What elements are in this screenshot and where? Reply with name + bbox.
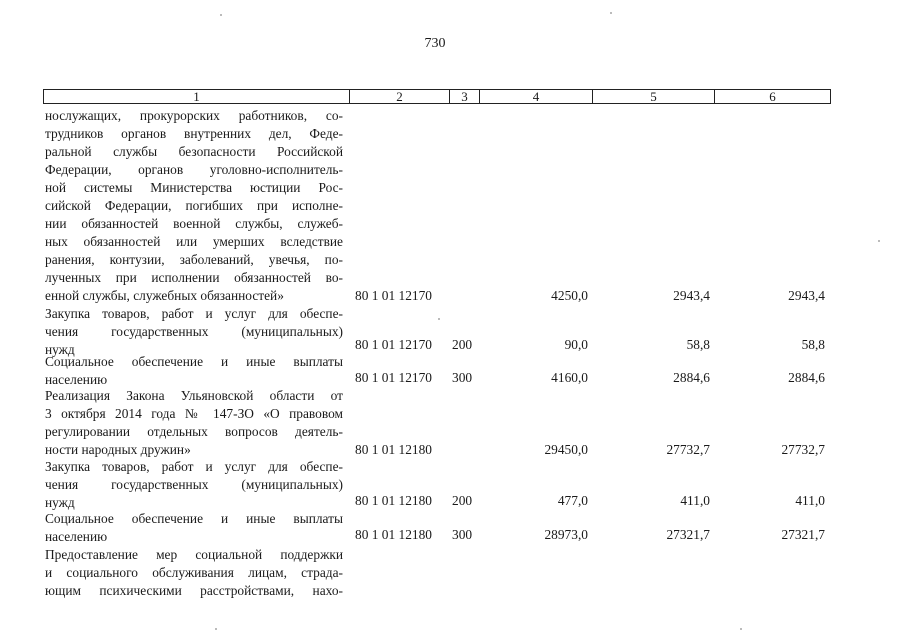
description-line: регулировании отдельных вопросов деятель-	[45, 424, 343, 439]
header-col-3: 3	[450, 90, 480, 103]
description-line: населению	[45, 529, 108, 544]
row-code: 80 1 01 12180	[355, 442, 432, 457]
description-line: Социальное обеспечение и иные выплаты	[45, 354, 343, 369]
description-line: ющим психическими расстройствами, нахо-	[45, 583, 343, 598]
header-col-1: 1	[44, 90, 350, 103]
description-line: Закупка товаров, работ и услуг для обеспе-	[45, 306, 343, 321]
description-line: нии обязанностей военной службы, служеб-	[45, 216, 343, 231]
description-line: ных обязанностей или умерших вследствие	[45, 234, 343, 249]
row-code: 80 1 01 12180	[355, 527, 432, 542]
row-col6: 58,8	[801, 337, 825, 352]
row-col5: 411,0	[680, 493, 710, 508]
row-description	[45, 305, 343, 359]
description-line: ральной службы безопасности Российской	[45, 144, 343, 159]
page-number: 730	[424, 36, 446, 51]
row-col5: 27321,7	[666, 527, 710, 542]
row-vr: 300	[452, 370, 473, 385]
description-line: 3 октября 2014 года № 147-ЗО «О правовом	[45, 406, 343, 421]
row-code: 80 1 01 12170	[355, 337, 432, 352]
row-description	[45, 353, 343, 389]
row-vr: 200	[452, 337, 473, 352]
header-col-4: 4	[480, 90, 593, 103]
description-line: сийской Федерации, погибших при исполне-	[45, 198, 343, 213]
header-col-5: 5	[593, 90, 715, 103]
description-line: и социального обслуживания лицам, страда-	[45, 565, 343, 580]
row-col4: 4250,0	[551, 288, 588, 303]
row-col4: 477,0	[557, 493, 588, 508]
row-description	[45, 107, 343, 305]
row-code: 80 1 01 12180	[355, 493, 432, 508]
row-description	[45, 387, 343, 459]
row-col6: 2884,6	[788, 370, 825, 385]
row-col5: 27732,7	[666, 442, 710, 457]
description-line: чения государственных (муниципальных)	[45, 477, 343, 492]
description-line: чения государственных (муниципальных)	[45, 324, 343, 339]
row-col6: 27732,7	[781, 442, 825, 457]
description-line: нужд	[45, 342, 75, 357]
scan-speck	[438, 318, 440, 320]
row-description	[45, 510, 343, 546]
header-col-6: 6	[769, 89, 776, 104]
description-line: населению	[45, 372, 108, 387]
row-col6: 27321,7	[781, 527, 825, 542]
description-line: трудников органов внутренних дел, Феде-	[45, 126, 343, 141]
row-col4: 4160,0	[551, 370, 588, 385]
description-line: Предоставление мер социальной поддержки	[45, 547, 343, 562]
row-col6: 411,0	[795, 493, 825, 508]
header-col-2: 2	[350, 90, 450, 103]
row-code: 80 1 01 12170	[355, 288, 432, 303]
scan-speck	[740, 628, 742, 630]
row-col5: 2943,4	[673, 288, 710, 303]
row-col6: 2943,4	[788, 288, 825, 303]
row-vr: 200	[452, 493, 473, 508]
row-col4: 29450,0	[544, 442, 588, 457]
row-description	[45, 546, 343, 600]
description-line: енной службы, служебных обязанностей»	[45, 288, 284, 303]
description-line: ной системы Министерства юстиции Рос-	[45, 180, 343, 195]
table-header-row	[43, 89, 831, 104]
row-description	[45, 458, 343, 512]
description-line: нужд	[45, 495, 75, 510]
description-line: Социальное обеспечение и иные выплаты	[45, 511, 343, 526]
description-line: Федерации, органов уголовно-исполнитель-	[45, 162, 343, 177]
row-col5: 58,8	[686, 337, 710, 352]
scan-speck	[610, 12, 612, 14]
description-line: ности народных дружин»	[45, 442, 191, 457]
description-line: лученных при исполнении обязанностей во-	[45, 270, 343, 285]
scan-speck	[220, 14, 222, 16]
scan-speck	[878, 240, 880, 242]
description-line: Реализация Закона Ульяновской области от	[45, 388, 343, 403]
row-vr: 300	[452, 527, 473, 542]
description-line: нослужащих, прокурорских работников, со-	[45, 108, 343, 123]
description-line: Закупка товаров, работ и услуг для обеспе-	[45, 459, 343, 474]
row-col4: 90,0	[564, 337, 588, 352]
row-col5: 2884,6	[673, 370, 710, 385]
row-col4: 28973,0	[544, 527, 588, 542]
description-line: ранения, контузии, заболеваний, увечья, по-	[45, 252, 343, 267]
scan-speck	[215, 628, 217, 630]
row-code: 80 1 01 12170	[355, 370, 432, 385]
